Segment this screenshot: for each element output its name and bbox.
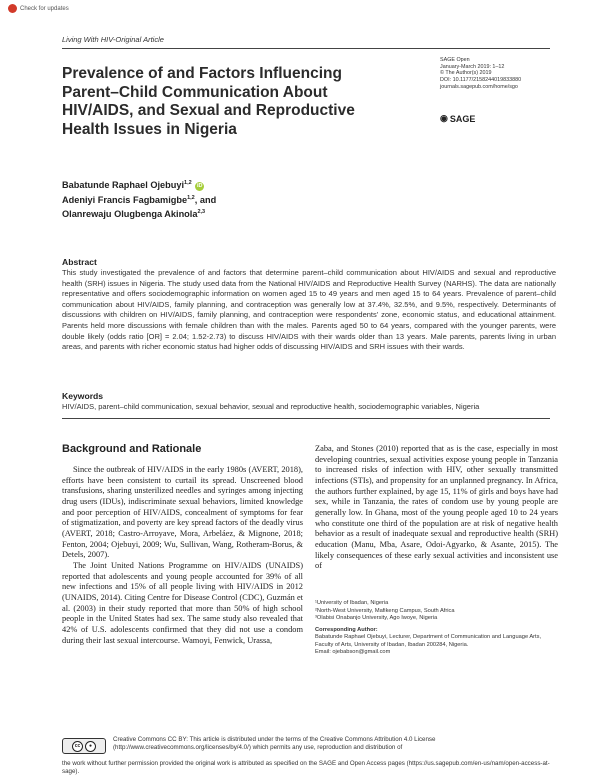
body-column-left bbox=[62, 465, 303, 646]
background-heading: Background and Rationale bbox=[62, 443, 202, 455]
body-paragraph: Zaba, and Stones (2010) reported that as is the case, especially in most developing countries, sexual activities expose young people in Tanzania to increased risks of infection with HIV, other sexually transmitted infections (STIs), and propensity for an unplanned pregnancy. In Africa, the authors further explained, by age 15, 11% of girls and boys have had sex, while in Tanzania, the rates of condom use by young people are generally low. In Ghana, most of the young people aged 10 to 24 years who constitute one third of the population are at risk of negative health behavior as a result of inadequate sexual and reproductive health (SRH) education (Manu, Mba, Asare, Odoi-Agyarko, & Asante, 2015). The likely consequences of these early sexual activities and inconsistent use of bbox=[315, 444, 558, 571]
cc-by-icon: ● bbox=[85, 741, 96, 752]
affiliation-2: ²North-West University, Mafikeng Campus, South Africa bbox=[315, 607, 455, 614]
journal-issue: January-March 2019: 1–12 bbox=[440, 63, 505, 70]
body-paragraph: The Joint United Nations Programme on HIV/AIDS (UNAIDS) reported that adolescents and young people accounted for 39% of all new infections and 15% of all people living with HIV/AIDS in 2012 (UNAIDS, 2014). Citing Centre for Disease Control (CDC), Guzmán et al. (2003) in their study reported that more than 50% of high school people in the United States had sex. The same study also revealed that 42% of U.S. adolescents confirmed that they did not use a condom during their last sexual intercourse. Wamoyi, Fenwick, Urassa, bbox=[62, 560, 303, 645]
journal-info bbox=[440, 57, 521, 91]
check-for-updates-badge[interactable] bbox=[8, 4, 69, 13]
sage-logo-icon: ◉ bbox=[440, 113, 448, 123]
journal-name: SAGE Open bbox=[440, 57, 470, 63]
sage-logo bbox=[440, 113, 475, 124]
cc-icon: cc bbox=[72, 741, 83, 752]
check-updates-label: Check for updates bbox=[20, 5, 69, 12]
journal-doi[interactable]: DOI: 10.1177/2158244019833880 bbox=[440, 77, 522, 84]
affiliation-1: ¹University of Ibadan, Nigeria bbox=[315, 600, 389, 606]
article-type-label: Living With HIV-Original Article bbox=[62, 35, 164, 44]
check-updates-icon bbox=[8, 4, 17, 13]
journal-copyright: © The Author(s) 2019 bbox=[440, 70, 492, 77]
corresponding-author-heading: Corresponding Author: bbox=[315, 626, 378, 633]
article-title: Prevalence of and Factors Influencing Parent–Child Communication About HIV/AIDS, and Sexual and Reproductive Health Issues in Nigeria bbox=[62, 65, 355, 138]
keywords-text: HIV/AIDS, parent–child communication, sexual behavior, sexual and reproductive health, sociodemographic variables, Nigeria bbox=[62, 402, 480, 411]
author-3: Olanrewaju Olugbenga Akinola$^{2,3}$ bbox=[62, 209, 206, 220]
corresponding-author-email[interactable]: Email: ojebabson@gmail.com bbox=[315, 649, 391, 655]
keywords-divider bbox=[62, 418, 550, 419]
author-list bbox=[62, 177, 216, 221]
abstract-text: This study investigated the prevalence of and factors that determine parent–child communication about HIV/AIDS and sexual and reproductive health (SRH) issues in Nigeria. The study used data from the National HIV/AIDS and Reproductive Health Survey (NARHS). The data are nationally representative and offers sociodemographic information on women aged 15 to 49 years and men aged 15 to 64 years. Prevalence of parent–child communication about HIV/AIDS, family planning, and contraception was generally low at 37.4%, 32.5%, and 9.5%, respectively. Determinants of discussions with children on HIV/AIDS, family planning, and contraception were respondents' zone, economic status, and educational attainment. Parents held more discussions with female children than with the males. Parents aged 50 to 64 years, compared with the younger parents, were double likely (odds ratio [OR] = 2.04; 1.52-2.73) to discuss HIV/AIDS with their wards older than 13 years. Male parents, parents living in urban areas, and parents with richer economic status had higher odds of discussing HIV/AIDS and SRH issues with their wards. bbox=[62, 268, 556, 352]
author-2: Adeniyi Francis Fagbamigbe$^{1,2}$, and bbox=[62, 194, 217, 205]
affiliation-3: ³Olabisi Onabanjo University, Ago Iwoye, Nigeria bbox=[315, 615, 438, 621]
sage-logo-text: SAGE bbox=[449, 113, 476, 124]
journal-url[interactable]: journals.sagepub.com/home/sgo bbox=[440, 83, 518, 90]
orcid-icon[interactable]: iD bbox=[196, 183, 203, 190]
abstract-heading: Abstract bbox=[62, 257, 97, 267]
keywords-heading: Keywords bbox=[62, 391, 104, 401]
body-paragraph: Since the outbreak of HIV/AIDS in the early 1980s (AVERT, 2018), efforts have been consistent to curtail its spread. Unscreened blood transfusions, sharing unsterilized needles and syringes among injecting drug users (IDUs), indiscriminate sexual behaviors, limited knowledge and poor perception of HIV/AIDS, concealment of symptoms for fear of stigmatization, and poverty are key spread factors of the deadly virus (AVERT, 2018; Castro-Arroyave, Mora, Arbeláez, & Mignone, 2018; Fenton, 2004; Ojebuyi, 2009; Wu, Sullivan, Wang, Rotheram-Borus, & Detels, 2007). bbox=[62, 465, 303, 560]
body-column-right bbox=[315, 444, 558, 572]
header-divider bbox=[62, 48, 550, 49]
license-text-line2: the work without further permission provided the original work is attributed as specified on the SAGE and Open Access pages (https://us.sagepub.com/en-us/nam/open-access-at-sage). bbox=[62, 760, 550, 776]
author-1: Babatunde Raphael Ojebuyi$^{1,2}$ iD bbox=[62, 180, 203, 191]
license-text-line1: Creative Commons CC BY: This article is distributed under the terms of the Creative Commons Attribution 4.0 License (http://www.creativecommons.org/licenses/by/4.0/) which permits any use, reproduction and distribution of bbox=[113, 736, 436, 752]
creative-commons-badge bbox=[62, 738, 106, 754]
corresponding-author-details: Babatunde Raphael Ojebuyi, Lecturer, Department of Communication and Language Arts, Faculty of Arts, University of Ibadan, Ibadan 200284, Nigeria. bbox=[315, 634, 542, 648]
affiliations-block bbox=[315, 600, 558, 657]
